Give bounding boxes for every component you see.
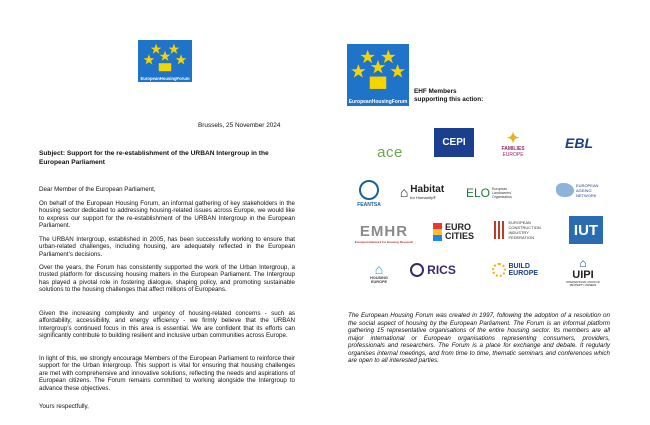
ageing-network-logo xyxy=(554,179,604,201)
star-icon: ✦ xyxy=(506,130,520,147)
letter-closing: Yours respectfully, xyxy=(39,403,89,410)
elo-logo xyxy=(463,183,523,203)
housing-sub: EUROPE xyxy=(370,279,388,284)
build-europe-logo xyxy=(488,259,542,281)
rics-icon xyxy=(410,263,424,277)
emhr-label: EMHR xyxy=(359,222,409,240)
letter-subject: Subject: Support for the re-establishment of the URBAN Intergroup in the European Parliament xyxy=(39,150,269,166)
build-europe-label: BUILD EUROPE xyxy=(508,263,539,277)
eu-stars-icon xyxy=(492,263,506,277)
housing-label: HOUSING xyxy=(370,275,388,280)
elo-sub: European Landowners' Organization xyxy=(492,187,512,199)
fiec-logo xyxy=(492,218,550,242)
habitat-logo xyxy=(393,180,451,204)
logo-caption: EuropeanHousingForum xyxy=(348,99,408,105)
ehf-logo-right xyxy=(347,44,409,106)
fiec-icon xyxy=(494,221,506,239)
iut-logo: IUT xyxy=(569,216,603,244)
emhr-logo xyxy=(354,220,414,246)
logo-caption: EuropeanHousingForum xyxy=(140,76,190,81)
fiec-label: EUROPEAN CONSTRUCTION INDUSTRY FEDERATION xyxy=(508,220,541,240)
about-ehf: The European Housing Forum was created in 1997, following the adoption of a resolution on the social aspect of housing by the European Parliament. The Forum is an informal platform gathering 15 representative organisations of the entire housing sector. Its members are all major international or European organisations representing consumers, providers, professionals and researchers. The Forum is a place for exchange and debate. It regularly organises internal meetings, and from time to time, thematic seminars and conferences which are open to all interested parties. xyxy=(348,312,610,364)
families-sub: EUROPE xyxy=(502,152,524,158)
letter-paragraph: Over the years, the Forum has consistently supported the work of the Urban Intergroup, a trusted platform for discussing housing matters in the European Parliament. The Intergroup has played a pivotal role in fostering dialogue, shaping policy, and promoting sustainable solutions to the housing challenges that affect millions of Europeans. xyxy=(39,264,295,294)
letter-paragraph: Given the increasing complexity and urgency of housing-related concerns - such as affordability, accessibility, and energy efficiency - we firmly believe that the URBAN Intergroup’s continued focus in this area is essential. We are confident that its efforts can significantly contribute to building resilient and inclusive urban communities across Europe. xyxy=(39,310,295,340)
rics-label: RICS xyxy=(427,263,456,277)
letter-paragraph: The URBAN Intergroup, established in 2005, has been successfully working to ensure that urban-related challenges, including housing, are adequately reflected in the European Parliament’s decisions. xyxy=(39,236,295,258)
ebl-logo: EBL xyxy=(565,135,593,151)
elo-label: ELO xyxy=(465,186,490,200)
letter-paragraph: In light of this, we strongly encourage Members of the European Parliament to reinforce their support for the Urban Intergroup. This support is vital for ensuring that housing challenges are met with comprehensive and innovative solutions, reflecting the needs and aspirations of European citizens. The Forum remains committed to working alongside the Intergroup to advance these objectives. xyxy=(39,355,295,392)
uipi-label: UIPI xyxy=(572,268,594,281)
ace-logo: ace xyxy=(377,143,403,161)
habitat-sub: for Humanity® xyxy=(410,195,436,200)
feantsa-icon xyxy=(359,180,379,200)
stars-house-icon xyxy=(138,40,192,76)
stars-house-icon xyxy=(347,44,409,97)
members-title xyxy=(414,88,483,104)
eurocities-logo xyxy=(429,221,481,243)
house-icon: ⌂ xyxy=(579,256,587,270)
eurocities-icon xyxy=(433,223,442,241)
members-title-line: supporting this action: xyxy=(414,96,484,103)
rics-logo xyxy=(406,259,460,281)
letter-salutation: Dear Member of the European Parliament, xyxy=(39,186,156,193)
uipi-logo xyxy=(566,256,600,288)
ehf-logo-left xyxy=(138,40,192,82)
feantsa-label: FEANTSA xyxy=(357,202,381,208)
house-icon: ⌂ xyxy=(399,184,409,200)
emhr-sub: European Network for Housing Research xyxy=(354,239,414,244)
habitat-label: Habitat xyxy=(410,184,445,195)
uipi-sub: INTERNATIONAL UNION OF PROPERTY OWNERS xyxy=(566,280,600,287)
members-title-line: EHF Members xyxy=(414,88,457,95)
cepi-logo: CEPI xyxy=(434,128,474,157)
feantsa-logo xyxy=(354,176,384,212)
ageing-network-label: EUROPEAN AGEING NETWORK xyxy=(576,182,599,198)
roof-icon: ⌂ xyxy=(374,260,384,277)
housing-europe-logo xyxy=(366,259,392,287)
families-europe-logo xyxy=(497,130,529,160)
families-label: FAMILIES xyxy=(501,146,525,152)
europe-map-icon xyxy=(556,183,574,197)
eurocities-label: EURO CITIES xyxy=(445,222,475,241)
letter-date: Brussels, 25 November 2024 xyxy=(198,122,281,129)
letter-paragraph: On behalf of the European Housing Forum, an informal gathering of key stakeholders in the housing sector dedicated to addressing housing-related issues across Europe, we would like to express our support for the re-establishment of the URBAN Intergroup in the European Parliament. xyxy=(39,200,295,230)
